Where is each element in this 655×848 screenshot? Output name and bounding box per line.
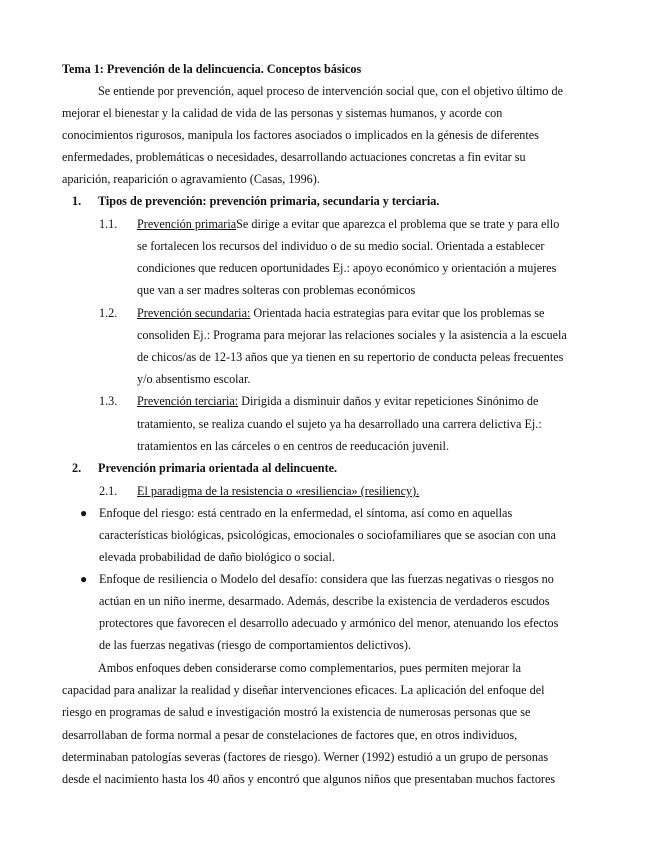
closing-line: riesgo en programas de salud e investigación mostró la existencia de numerosas personas que se [62, 705, 531, 719]
item-1-3-line: tratamiento, se realiza cuando el sujeto ya ha desarrollado una carrera delictiva Ej.: [137, 417, 542, 431]
section-1-number: 1. [72, 194, 82, 208]
bullet-2-line: protectores que favorecen el desarrollo adecuado y armónico del menor, atenuando los efectos [99, 616, 559, 630]
item-1-2-first-line [137, 302, 544, 324]
item-1-2-line: de chicos/as de 12-13 años que ya tienen en su repertorio de conducta peleas frecuentes [137, 350, 564, 364]
closing-line: Ambos enfoques deben considerarse como complementarios, pues permiten mejorar la [98, 661, 522, 675]
closing-line: desde el nacimiento hasta los 40 años y encontró que algunos niños que presentaban muchos factores [62, 772, 556, 786]
item-1-2-term: Prevención secundaria: [137, 306, 251, 320]
item-1-2-line: consoliden Ej.: Programa para mejorar las relaciones sociales y la asistencia a la escuela [137, 328, 567, 342]
item-1-1-number: 1.1. [99, 217, 118, 231]
item-1-1-first-line [137, 213, 559, 235]
item-1-2-text: Orientada hacia estrategias para evitar que los problemas se [250, 306, 545, 320]
item-1-3-term: Prevención terciaria: [137, 394, 239, 408]
bullet-2-line: de las fuerzas negativas (riesgo de comportamientos delictivos). [99, 638, 412, 652]
intro-line: enfermedades, problemáticas o necesidades, desarrollando actuaciones concretas a fin evitar su [62, 150, 526, 164]
bullet-icon: ● [80, 572, 88, 586]
item-1-1-line: condiciones que reducen oportunidades Ej.: apoyo económico y orientación a mujeres [137, 261, 557, 275]
item-1-2-number: 1.2. [99, 306, 118, 320]
closing-line: determinaban patologías severas (factores de riesgo). Werner (1992) estudió a un grupo de personas [62, 750, 549, 764]
item-2-1-number: 2.1. [99, 484, 118, 498]
item-1-1-term: Prevención primaria [137, 217, 237, 231]
bullet-1-line: características biológicas, psicológicas, emocionales o sociofamiliares que se asocian con una [99, 528, 556, 542]
intro-line: conocimientos rigurosos, manipula los factores asociados o implicados en la génesis de diferentes [62, 128, 539, 142]
bullet-1-line: elevada probabilidad de daño biológico o social. [99, 550, 335, 564]
section-1-heading: Tipos de prevención: prevención primaria, secundaria y terciaria. [98, 194, 440, 208]
document-title: Tema 1: Prevención de la delincuencia. Conceptos básicos [62, 62, 362, 76]
item-1-2-line: y/o absentismo escolar. [137, 372, 251, 386]
item-1-3-first-line [137, 390, 538, 412]
item-2-1-title: El paradigma de la resistencia o «resiliencia» (resiliency). [137, 484, 420, 498]
intro-line: mejorar el bienestar y la calidad de vida de las personas y sistemas humanos, y acorde con [62, 106, 503, 120]
item-1-1-text: Se dirige a evitar que aparezca el problema que se trate y para ello [236, 217, 560, 231]
bullet-icon: ● [80, 506, 88, 520]
item-1-3-line: tratamientos en las cárceles o en centros de reeducación juvenil. [137, 439, 449, 453]
intro-line: aparición, reaparición o agravamiento (Casas, 1996). [62, 172, 320, 186]
bullet-1-line: Enfoque del riesgo: está centrado en la enfermedad, el síntoma, así como en aquellas [99, 506, 513, 520]
item-1-3-number: 1.3. [99, 394, 118, 408]
section-2-number: 2. [72, 461, 82, 475]
bullet-2-line: actúan en un niño inerme, desarmado. Además, describe la existencia de verdaderos escudos [99, 594, 550, 608]
section-2-heading: Prevención primaria orientada al delincuente. [98, 461, 338, 475]
closing-line: capacidad para analizar la realidad y diseñar intervenciones eficaces. La aplicación del enfoque del [62, 683, 545, 697]
bullet-2-line: Enfoque de resiliencia o Modelo del desafío: considera que las fuerzas negativas o riesgos no [99, 572, 554, 586]
item-1-3-text: Dirigida a disminuir daños y evitar repeticiones Sinónimo de [238, 394, 539, 408]
item-1-1-line: se fortalecen los recursos del individuo o de su medio social. Orientada a establecer [137, 239, 545, 253]
closing-line: desarrollaban de forma normal a pesar de constelaciones de factores que, en otros individuos, [62, 728, 518, 742]
intro-line: Se entiende por prevención, aquel proceso de intervención social que, con el objetivo último de [98, 84, 564, 98]
item-1-1-line: que van a ser madres solteras con problemas económicos [137, 283, 416, 297]
